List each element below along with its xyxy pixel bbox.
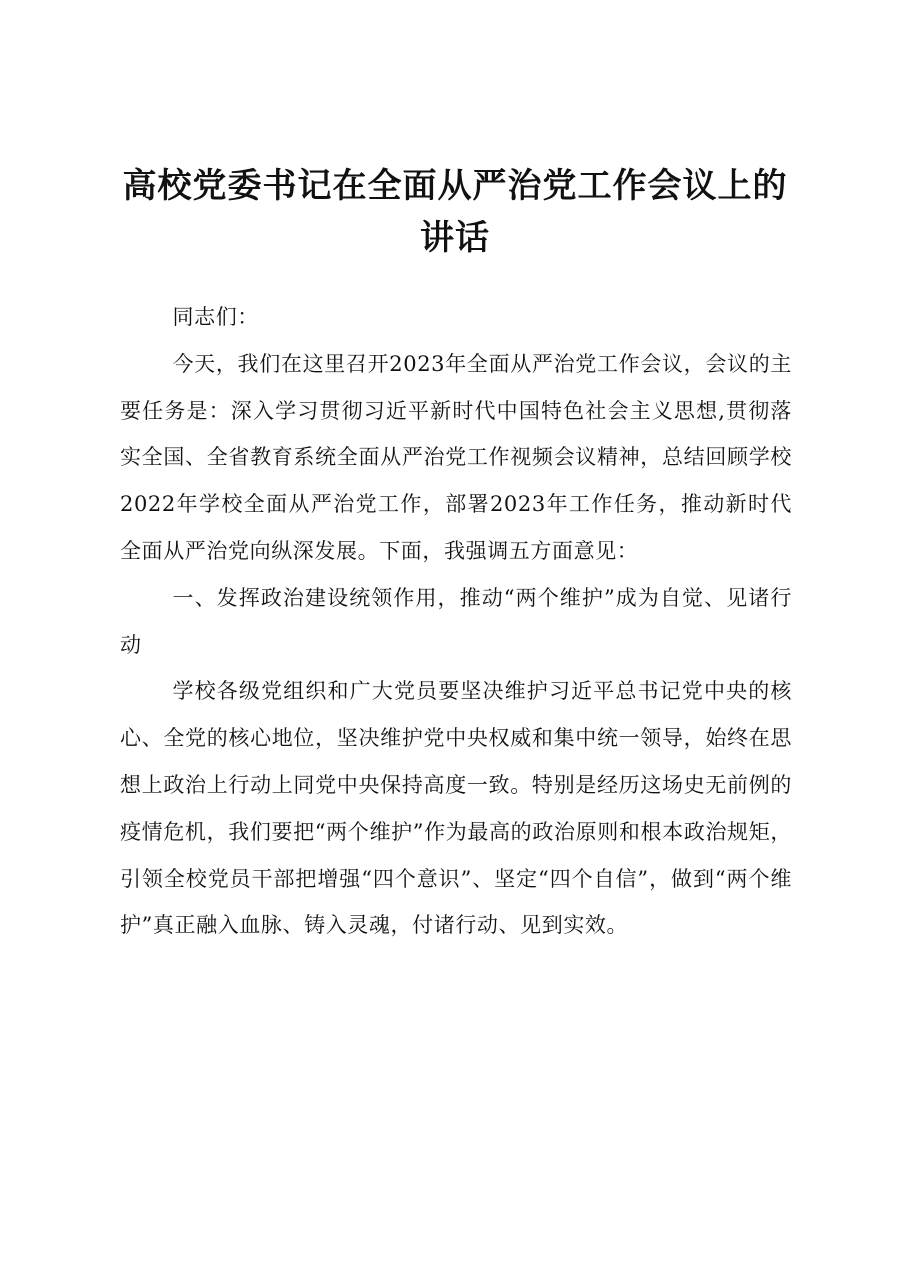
body-paragraph: 学校各级党组织和广大党员要坚决维护习近平总书记党中央的核心、全党的核心地位，坚决维护党中央权威和集中统一领导，始终在思想上政治上行动上同党中央保持高度一致。特别是经历这场史无前例的疫情危机，我们要把“两个维护”作为最高的政治原则和根本政治规矩，引领全校党员干部把增强“四个意识”、坚定“四个自信”，做到“两个维护”真正融入血脉、铸入灵魂，付诸行动、见到实效。: [120, 679, 792, 938]
salutation-paragraph: 同志们：: [172, 305, 259, 329]
section-heading-paragraph: 一、发挥政治建设统领作用，推动“两个维护”成为自觉、见诸行动: [120, 585, 792, 657]
intro-paragraph: 今天，我们在这里召开2023年全面从严治党工作会议，会议的主要任务是：深入学习贯彻习近平新时代中国特色社会主义思想,贯彻落实全国、全省教育系统全面从严治党工作视频会议精神，总结回顾学校2022年学校全面从严治党工作，部署2023年工作任务，推动新时代全面从严治党向纵深发展。下面，我强调五方面意见：: [120, 351, 792, 563]
document-title: 高校党委书记在全面从严治党工作会议上的讲话: [122, 166, 788, 258]
document-body: [120, 294, 792, 949]
